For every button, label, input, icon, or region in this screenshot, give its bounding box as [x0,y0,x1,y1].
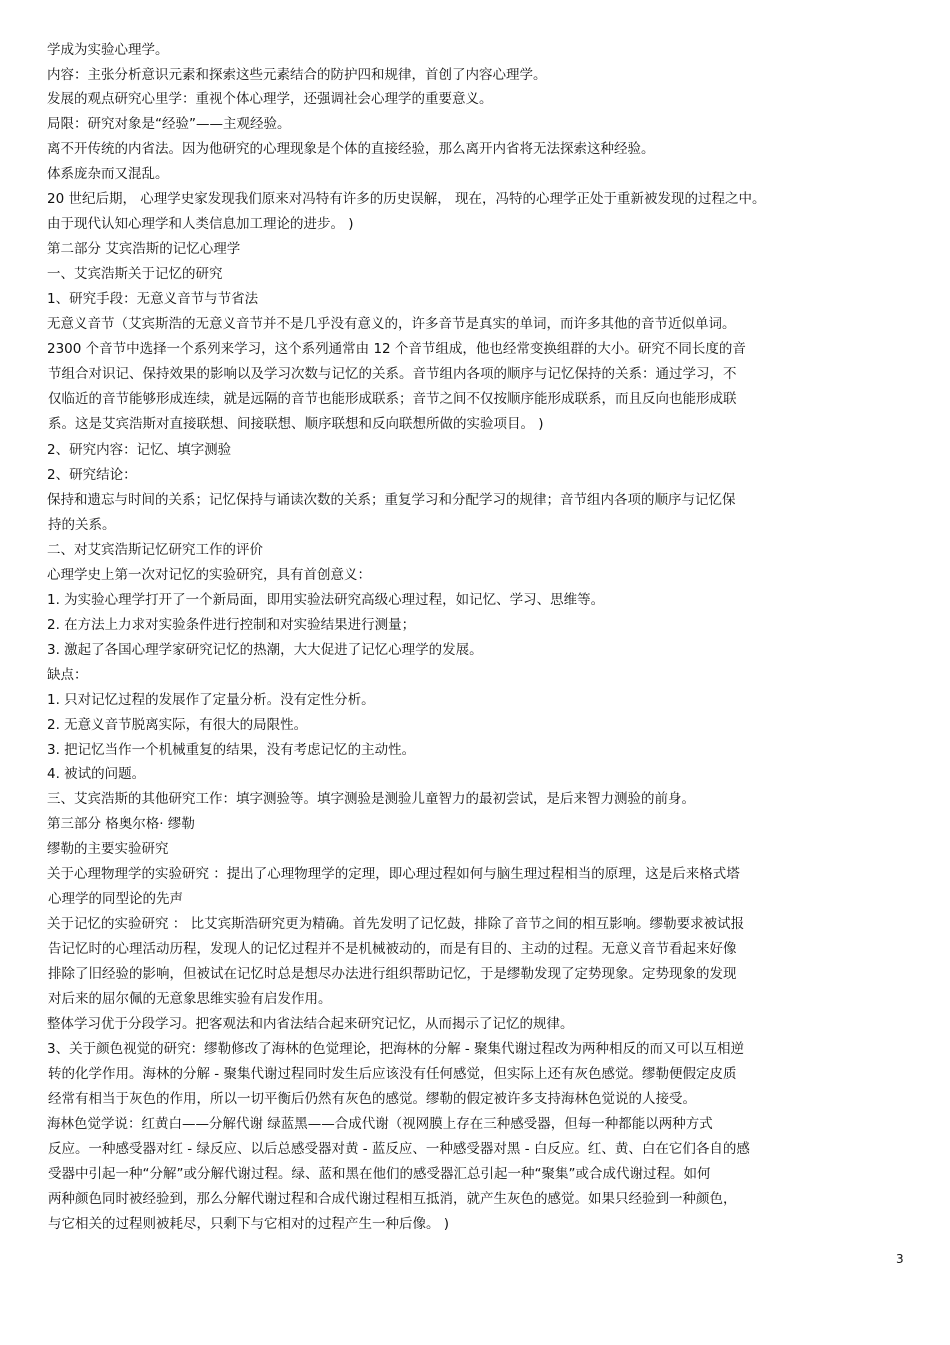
text-line: 局限：研究对象是“经验”——主观经验。 [47,116,291,132]
text-line: 体系庞杂而又混乱。 [47,166,169,182]
text-line: 离不开传统的内省法。因为他研究的心理现象是个体的直接经验，那么离开内省将无法探索这种经验。 [47,141,655,157]
text-line: 缪勒的主要实验研究 [47,841,169,857]
text-line: 关于心理物理学的实验研究 ：提出了心理物理学的定理，即心理过程如何与脑生理过程相当的原理，这是后来格式塔 [47,866,740,882]
text-line: 转的化学作用。海林的分解 - 聚集代谢过程同时发生后应该没有任何感觉，但实际上还有灰色感觉。缪勒便假定皮质 [48,1066,737,1082]
text-line: 3. 把记忆当作一个机械重复的结果，没有考虑记忆的主动性。 [47,742,416,758]
text-line: 整体学习优于分段学习。把客观法和内省法结合起来研究记忆，从而揭示了记忆的规律。 [47,1016,574,1032]
text-line: 受器中引起一种“分解”或分解代谢过程。绿、蓝和黑在他们的感受器汇总引起一种“聚集”或合成代谢过程。如何 [48,1166,711,1182]
text-line: 海林色觉学说：红黄白——分解代谢 绿蓝黑——合成代谢（视网膜上存在三种感受器，但每一种都能以两种方式 [47,1116,713,1132]
text-line: 第三部分 格奥尔格· 缪勒 [47,816,195,832]
text-line: 无意义音节（艾宾斯浩的无意义音节并不是几乎没有意义的，许多音节是真实的单词，而许多其他的音节近似单词。 [47,316,736,332]
text-line: 由于现代认知心理学和人类信息加工理论的进步。 ) [47,216,354,232]
text-line: 1. 只对记忆过程的发展作了定量分析。没有定性分析。 [47,692,375,708]
text-line: 2. 无意义音节脱离实际，有很大的局限性。 [47,717,308,733]
text-line: 关于记忆的实验研究 ： 比艾宾斯浩研究更为精确。首先发明了记忆鼓，排除了音节之间的相互影响。缪勒要求被试报 [47,916,745,932]
text-line: 保持和遗忘与时间的关系；记忆保持与诵读次数的关系；重复学习和分配学习的规律；音节组内各项的顺序与记忆保 [47,492,736,508]
text-line: 发展的观点研究心里学：重视个体心理学，还强调社会心理学的重要意义。 [47,91,493,107]
text-line: 对后来的屈尔佩的无意象思维实验有启发作用。 [48,991,332,1007]
text-line: 一、艾宾浩斯关于记忆的研究 [47,266,223,282]
text-line: 反应。一种感受器对红 - 绿反应、以后总感受器对黄 - 蓝反应、一种感受器对黑 - 白反应。红、黄、白在它们各自的感 [48,1141,750,1157]
text-line: 经常有相当于灰色的作用，所以一切平衡后仍然有灰色的感觉。缪勒的假定被许多支持海林色觉说的人接受。 [48,1091,696,1107]
text-line: 与它相关的过程则被耗尽，只剩下与它相对的过程产生一种后像。 ) [48,1216,450,1232]
text-line: 20 世纪后期， 心理学史家发现我们原来对冯特有许多的历史误解， 现在，冯特的心理学正处于重新被发现的过程之中。 [47,191,766,207]
text-line: 仅临近的音节能够形成连续，就是远隔的音节也能形成联系；音节之间不仅按顺序能形成联系，而且反向也能形成联 [48,391,737,407]
text-line: 内容：主张分析意识元素和探索这些元素结合的防护四和规律，首创了内容心理学。 [47,67,547,83]
text-line: 2、研究内容：记忆、填字测验 [47,442,232,458]
text-line: 排除了旧经验的影响，但被试在记忆时总是想尽办法进行组织帮助记忆，于是缪勒发现了定势现象。定势现象的发现 [48,966,737,982]
text-line: 缺点： [47,667,88,683]
text-line: 两种颜色同时被经验到，那么分解代谢过程和合成代谢过程相互抵消，就产生灰色的感觉。如果只经验到一种颜色， [48,1191,737,1207]
text-line: 1. 为实验心理学打开了一个新局面，即用实验法研究高级心理过程，如记忆、学习、思维等。 [47,592,605,608]
text-line: 2. 在方法上力求对实验条件进行控制和对实验结果进行测量； [47,617,416,633]
text-line: 节组合对识记、保持效果的影响以及学习次数与记忆的关系。音节组内各项的顺序与记忆保持的关系：通过学习，不 [48,366,737,382]
text-line: 告记忆时的心理活动历程，发现人的记忆过程并不是机械被动的，而是有目的、主动的过程。无意义音节看起来好像 [48,941,737,957]
text-line: 2300 个音节中选择一个系列来学习，这个系列通常由 12 个音节组成，他也经常变换组群的大小。研究不同长度的音 [47,341,746,357]
text-line: 二、对艾宾浩斯记忆研究工作的评价 [47,542,263,558]
text-line: 4. 被试的问题。 [47,766,146,782]
text-line: 持的关系。 [48,517,116,533]
text-line: 3. 激起了各国心理学家研究记忆的热潮，大大促进了记忆心理学的发展。 [47,642,483,658]
text-line: 1、研究手段：无意义音节与节省法 [47,291,259,307]
text-line: 三、艾宾浩斯的其他研究工作：填字测验等。填字测验是测验儿童智力的最初尝试，是后来智力测验的前身。 [47,791,695,807]
text-line: 2、研究结论： [47,467,137,483]
text-line: 学成为实验心理学。 [47,42,169,58]
text-line: 3、关于颜色视觉的研究：缪勒修改了海林的色觉理论，把海林的分解 - 聚集代谢过程改为两种相反的而又可以互相逆 [47,1041,745,1057]
text-line: 系。这是艾宾浩斯对直接联想、间接联想、顺序联想和反向联想所做的实验项目。 ) [48,416,544,432]
text-line: 第二部分 艾宾浩斯的记忆心理学 [47,241,241,257]
page-number: 3 [896,1252,904,1266]
text-line: 心理学史上第一次对记忆的实验研究，具有首创意义： [47,567,371,583]
text-line: 心理学的同型论的先声 [48,891,183,907]
